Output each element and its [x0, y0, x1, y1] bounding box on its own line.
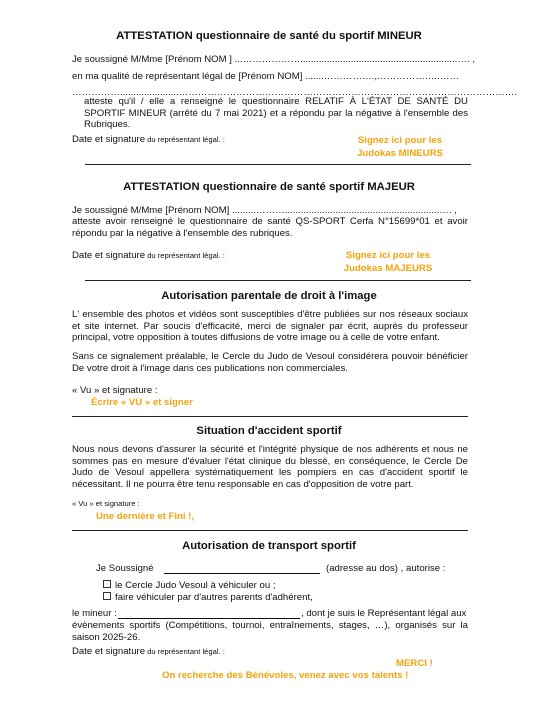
divider — [72, 530, 468, 531]
mineur-sign-hint: Signez ici pour les Judokas MINEURS — [357, 135, 443, 159]
divider — [72, 416, 468, 417]
transport-representant-text: , dont je suis le Représentant légal aux — [301, 608, 467, 619]
majeur-attestation-text: atteste avoir renseigné le questionnaire de santé QS-SPORT Cerfa N°15699*01 et avoir répondu par la négative à l'ensemble des rubriques. — [72, 216, 468, 239]
transport-option-club[interactable]: le Cercle Judo Vesoul à véhiculer ou ; — [103, 580, 276, 591]
transport-soussigne-label: Je Soussigné — [96, 563, 154, 574]
image-rights-paragraph-2: Sans ce signalement préalable, le Cercle du Judo de Vesoul considérera pouvoir bénéficier De votre droit à l'image dans ces publications non commerciales. — [72, 351, 468, 374]
mineur-title: ATTESTATION questionnaire de santé du sportif MINEUR — [116, 30, 422, 42]
majeur-date-signature: Date et signature du représentant légal. : — [72, 250, 225, 261]
checkbox[interactable] — [103, 580, 111, 588]
majeur-title: ATTESTATION questionnaire de santé sportif MAJEUR — [123, 181, 415, 193]
checkbox[interactable] — [103, 592, 111, 600]
majeur-sign-hint: Signez ici pour les Judokas MAJEURS — [343, 250, 433, 274]
mineur-name-line: Je soussigné M/Mme [Prénom NOM ] ...………………...........................................................…. , — [72, 54, 476, 65]
accident-paragraph: Nous nous devons d'assurer la sécurité et l'intégrité physique de nos adhérents et nous ne sommes pas en mesure d'évaluer l'état clinique du blessé, en conséquence, le Cercle De Judo de Vesoul appellera systématiquement les pompiers en cas d'accident sportif le nécessitant. Il ne pourra être tenu responsable en cas d'opposition de votre part. — [72, 444, 468, 490]
benevoles-text: On recherche des Bénévoles, venez avec vos talents ! — [162, 670, 409, 681]
transport-events-text: évènements sportifs (Compétitions, tournoi, entraînements, stages, …), organisés sur la saison 2025-26. — [72, 620, 468, 643]
transport-mineur-label: le mineur : — [72, 608, 117, 619]
divider — [85, 164, 471, 165]
mineur-date-signature: Date et signature du représentant légal. : — [72, 134, 225, 145]
mineur-attestation-text: atteste qu'il / elle a renseigné le questionnaire RELATIF À L'ÉTAT DE SANTÉ DU SPORTIF MINEUR (arrêté du 7 mai 2021) et a répondu par la négative à l'ensemble des Rubriques. — [84, 96, 468, 131]
mineur-legal-rep-line: en ma qualité de représentant légal de [Prénom NOM] .......…………….,…………….….…… — [72, 71, 460, 82]
transport-adresse-label: (adresse au dos) , autorise : — [326, 563, 446, 574]
image-rights-vu-label: « Vu » et signature : — [72, 385, 158, 396]
accident-title: Situation d'accident sportif — [196, 425, 342, 437]
image-rights-hint: Écrire « VU » et signer — [91, 397, 193, 408]
majeur-name-line: Je soussigné M/Mme [Prénom NOM] .........………..........................................................…. , — [72, 205, 457, 216]
transport-mineur-field[interactable] — [118, 618, 300, 619]
mineur-blank-line: ……………......................……………………………………………………………………………………………. — [72, 87, 518, 98]
divider — [85, 280, 471, 281]
transport-date-signature: Date et signature du représentant légal. : — [72, 646, 225, 657]
merci-text: MERCI ! — [396, 658, 433, 669]
transport-title: Autorisation de transport sportif — [182, 540, 356, 552]
accident-vu-label: « Vu » et signature : — [72, 499, 140, 508]
transport-option-parents[interactable]: faire véhiculer par d'autres parents d'adhérent, — [103, 592, 313, 603]
transport-name-field[interactable] — [164, 573, 320, 574]
image-rights-paragraph: L' ensemble des photos et vidéos sont susceptibles d'être publiées sur nos réseaux sociaux et site internet. Par soucis d'efficacité, merci de signaler par écrit, auprès du professeur principal, votre opposition à toutes diffusions de votre image ou à celle de votre enfant. — [72, 309, 468, 344]
image-rights-title: Autorisation parentale de droit à l'image — [161, 290, 377, 302]
accident-hint: Une dernière et Fini !, — [96, 511, 195, 522]
